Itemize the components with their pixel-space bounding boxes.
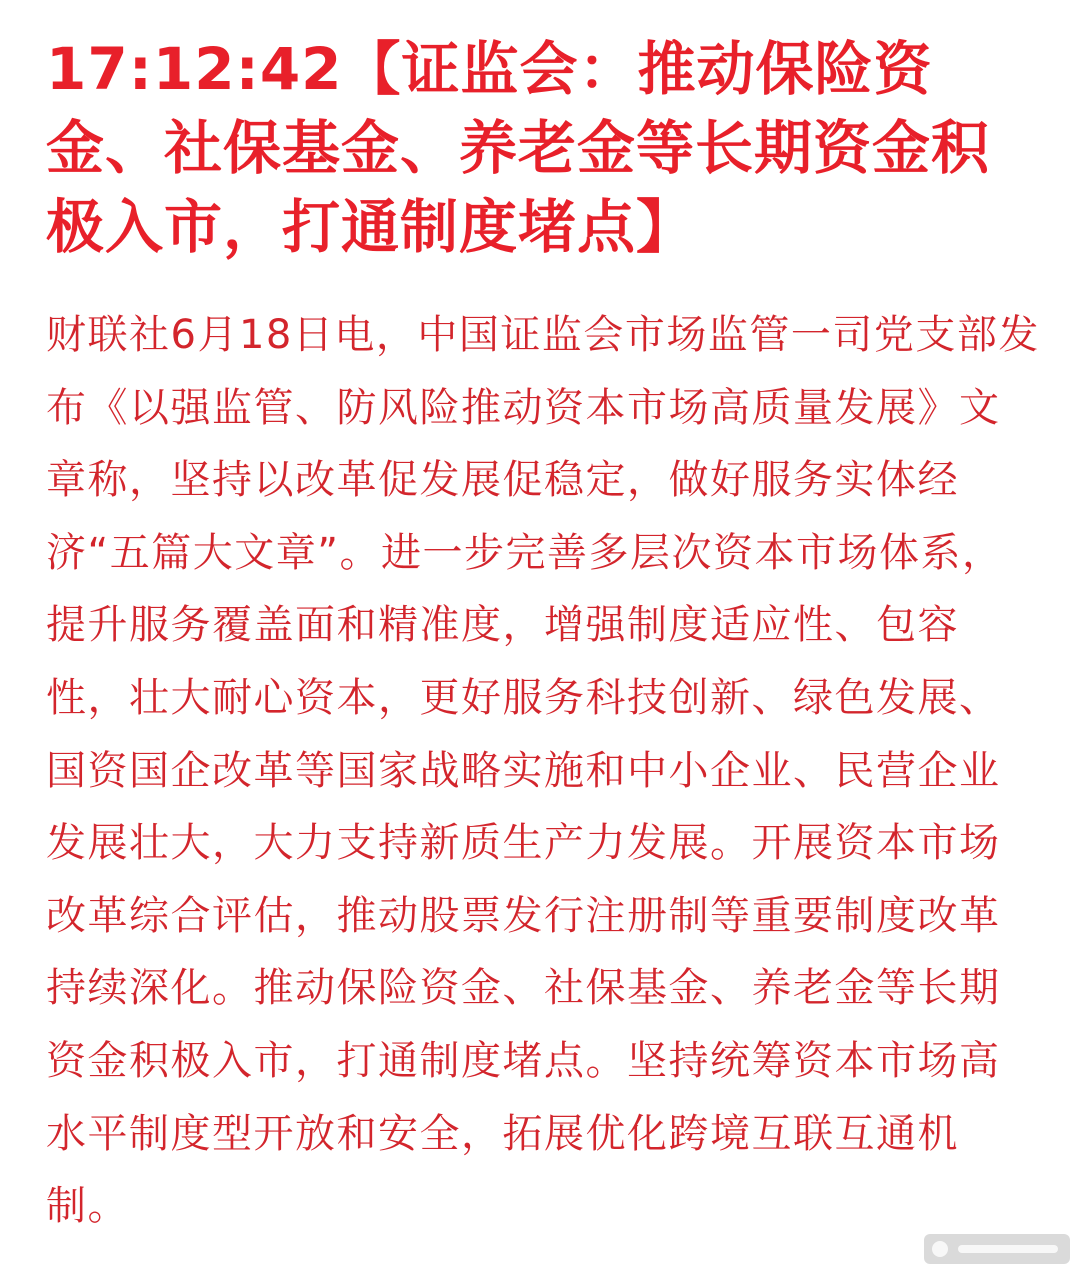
news-headline: 17:12:42【证监会：推动保险资金、社保基金、养老金等长期资金积极入市，打通制度堵点】	[46, 35, 991, 261]
watermark-logo	[924, 1234, 1070, 1264]
news-body: 财联社6月18日电，中国证监会市场监管一司党支部发布《以强监管、防风险推动资本市场高质量发展》文章称，坚持以改革促发展促稳定，做好服务实体经济“五篇大文章”。进一步完善多层次资本市场体系，提升服务覆盖面和精准度，增强制度适应性、包容性，壮大耐心资本，更好服务科技创新、绿色发展、国资国企改革等国家战略实施和中小企业、民营企业发展壮大，大力支持新质生产力发展。开展资本市场改革综合评估，推动股票发行注册制等重要制度改革持续深化。推动保险资金、社保基金、养老金等长期资金积极入市，打通制度堵点。坚持统筹资本市场高水平制度型开放和安全，拓展优化跨境互联互通机制。	[46, 312, 1040, 1230]
